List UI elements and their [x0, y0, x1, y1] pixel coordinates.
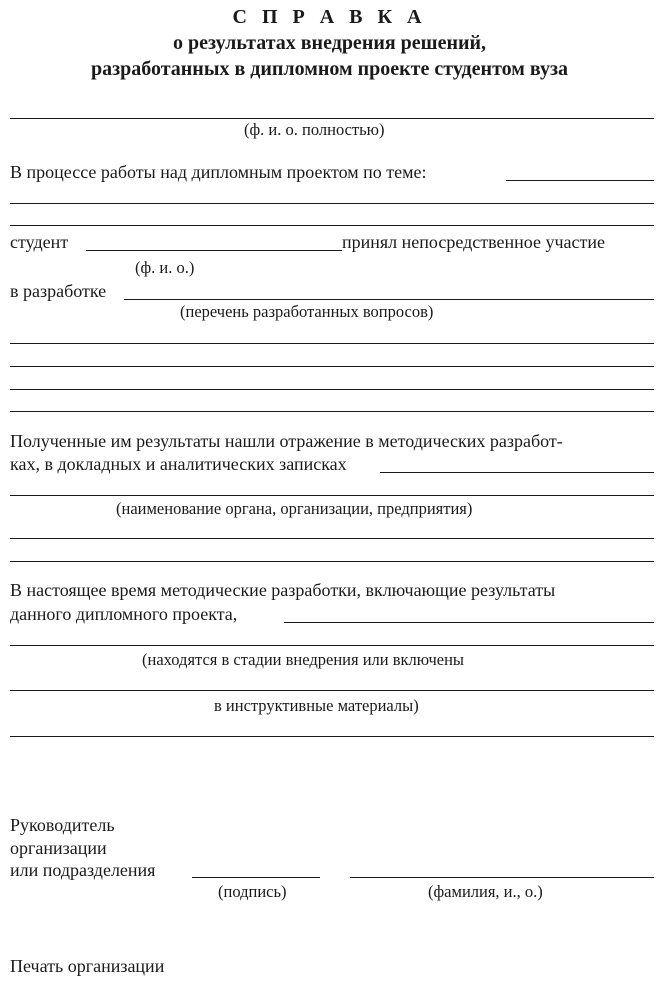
- stage-caption-2: в инструктивные материалы): [214, 696, 419, 715]
- fio-caption: (ф. и. о.): [135, 258, 195, 277]
- signature-label-line2: организации: [10, 838, 107, 858]
- questions-caption: (перечень разработанных вопросов): [180, 302, 434, 321]
- results-line-3[interactable]: [10, 538, 654, 539]
- results-line-2[interactable]: [10, 495, 654, 496]
- signature-label-line3: или подразделения: [10, 860, 156, 880]
- surname-caption: (фамилия, и., о.): [428, 882, 543, 901]
- topic-label: В процессе работы над дипломным проектом по теме:: [10, 162, 427, 182]
- questions-line-3[interactable]: [10, 389, 654, 390]
- signature-caption: (подпись): [218, 882, 287, 901]
- document-subtitle-line2: разработанных в дипломном проекте студентом вуза: [90, 58, 569, 80]
- stage-caption-1: (находятся в стадии внедрения или включены: [142, 650, 464, 669]
- questions-line-1[interactable]: [10, 343, 654, 344]
- development-label: в разработке: [10, 281, 107, 301]
- organ-caption: (наименование органа, организации, предприятия): [116, 499, 473, 518]
- document-title: С П Р А В К А: [232, 6, 427, 28]
- participation-label: принял непосредственное участие: [342, 232, 605, 252]
- current-line-2[interactable]: [10, 645, 654, 646]
- results-line-1[interactable]: [380, 472, 654, 473]
- surname-line[interactable]: [350, 877, 654, 878]
- questions-line-4[interactable]: [10, 411, 654, 412]
- signature-label-line1: Руководитель: [10, 815, 115, 835]
- current-line-3[interactable]: [10, 690, 654, 691]
- stamp-label: Печать организации: [10, 956, 165, 976]
- topic-line-2[interactable]: [10, 203, 654, 204]
- questions-line-2[interactable]: [10, 366, 654, 367]
- current-text-line2: данного дипломного проекта,: [10, 604, 238, 624]
- results-text-line1: Полученные им результаты нашли отражение в методических разработ-: [10, 431, 563, 451]
- signature-line[interactable]: [192, 877, 320, 878]
- current-text-line1: В настоящее время методические разработки, включающие результаты: [10, 580, 556, 600]
- current-line-4[interactable]: [10, 736, 654, 737]
- student-name-line[interactable]: [86, 250, 342, 251]
- topic-line-3[interactable]: [10, 225, 654, 226]
- fio-full-caption: (ф. и. о. полностью): [244, 120, 385, 139]
- document-subtitle-line1: о результатах внедрения решений,: [172, 32, 487, 54]
- student-label: студент: [10, 232, 69, 252]
- current-line-1[interactable]: [284, 622, 654, 623]
- development-line[interactable]: [124, 299, 654, 300]
- results-line-4[interactable]: [10, 561, 654, 562]
- topic-line-1[interactable]: [506, 180, 654, 181]
- results-text-line2: ках, в докладных и аналитических записках: [10, 454, 347, 474]
- fio-full-line[interactable]: [10, 118, 654, 119]
